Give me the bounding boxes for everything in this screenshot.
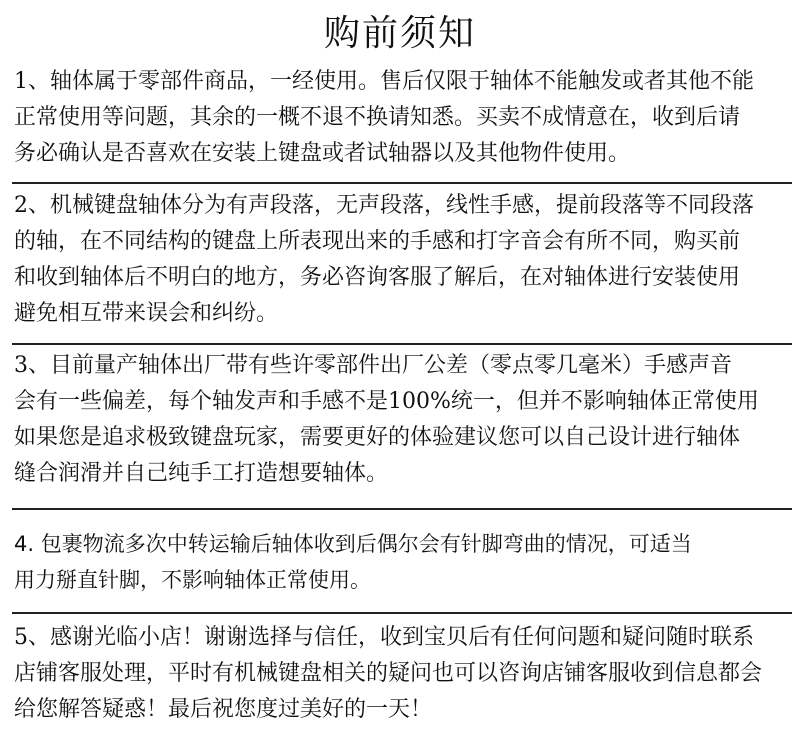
notice-section-5: [14, 620, 794, 728]
notice-section-1: [14, 64, 794, 172]
notice-line: 和收到轴体后不明白的地方，务必咨询客服了解后，在对轴体进行安装使用: [14, 265, 741, 290]
notice-line: 避免相互带来误会和纠纷。: [14, 301, 279, 326]
notice-section-2: [14, 188, 794, 332]
notice-line: 的轴，在不同结构的键盘上所表现出来的手感和打字音会有所不同，购买前: [14, 229, 741, 254]
notice-section-4: [14, 526, 794, 598]
notice-line: 1、轴体属于零部件商品，一经使用。售后仅限于轴体不能触发或者其他不能: [14, 69, 754, 94]
notice-line: 3、目前量产轴体出厂带有些许零部件出厂公差（零点零几毫米）手感声音: [14, 353, 732, 378]
notice-line: 4. 包裹物流多次中转运输后轴体收到后偶尔会有针脚弯曲的情况，可适当: [14, 532, 692, 556]
notice-line: 用力掰直针脚，不影响轴体正常使用。: [14, 568, 371, 592]
section-divider: [12, 343, 792, 345]
section-divider: [12, 612, 792, 614]
notice-line: 2、机械键盘轴体分为有声段落，无声段落，线性手感，提前段落等不同段落: [14, 193, 754, 218]
notice-line: 5、感谢光临小店！谢谢选择与信任，收到宝贝后有任何问题和疑问随时联系: [14, 625, 754, 650]
notice-line: 店铺客服处理，平时有机械键盘相关的疑问也可以咨询店铺客服收到信息都会: [14, 661, 763, 686]
notice-line: 正常使用等问题，其余的一概不退不换请知悉。买卖不成情意在，收到后请: [14, 105, 741, 130]
section-divider: [12, 508, 792, 510]
page-title: 购前须知: [323, 13, 476, 54]
notice-line: 会有一些偏差，每个轴发声和手感不是100%统一，但并不影响轴体正常使用: [14, 389, 759, 414]
notice-line: 如果您是追求极致键盘玩家，需要更好的体验建议您可以自己设计进行轴体: [14, 425, 741, 450]
notice-line: 务必确认是否喜欢在安装上键盘或者试轴器以及其他物件使用。: [14, 141, 631, 166]
notice-section-3: [14, 348, 794, 492]
section-divider: [12, 182, 792, 184]
notice-line: 缝合润滑并自己纯手工打造想要轴体。: [14, 461, 389, 486]
notice-line: 给您解答疑惑！最后祝您度过美好的一天！: [14, 697, 433, 722]
